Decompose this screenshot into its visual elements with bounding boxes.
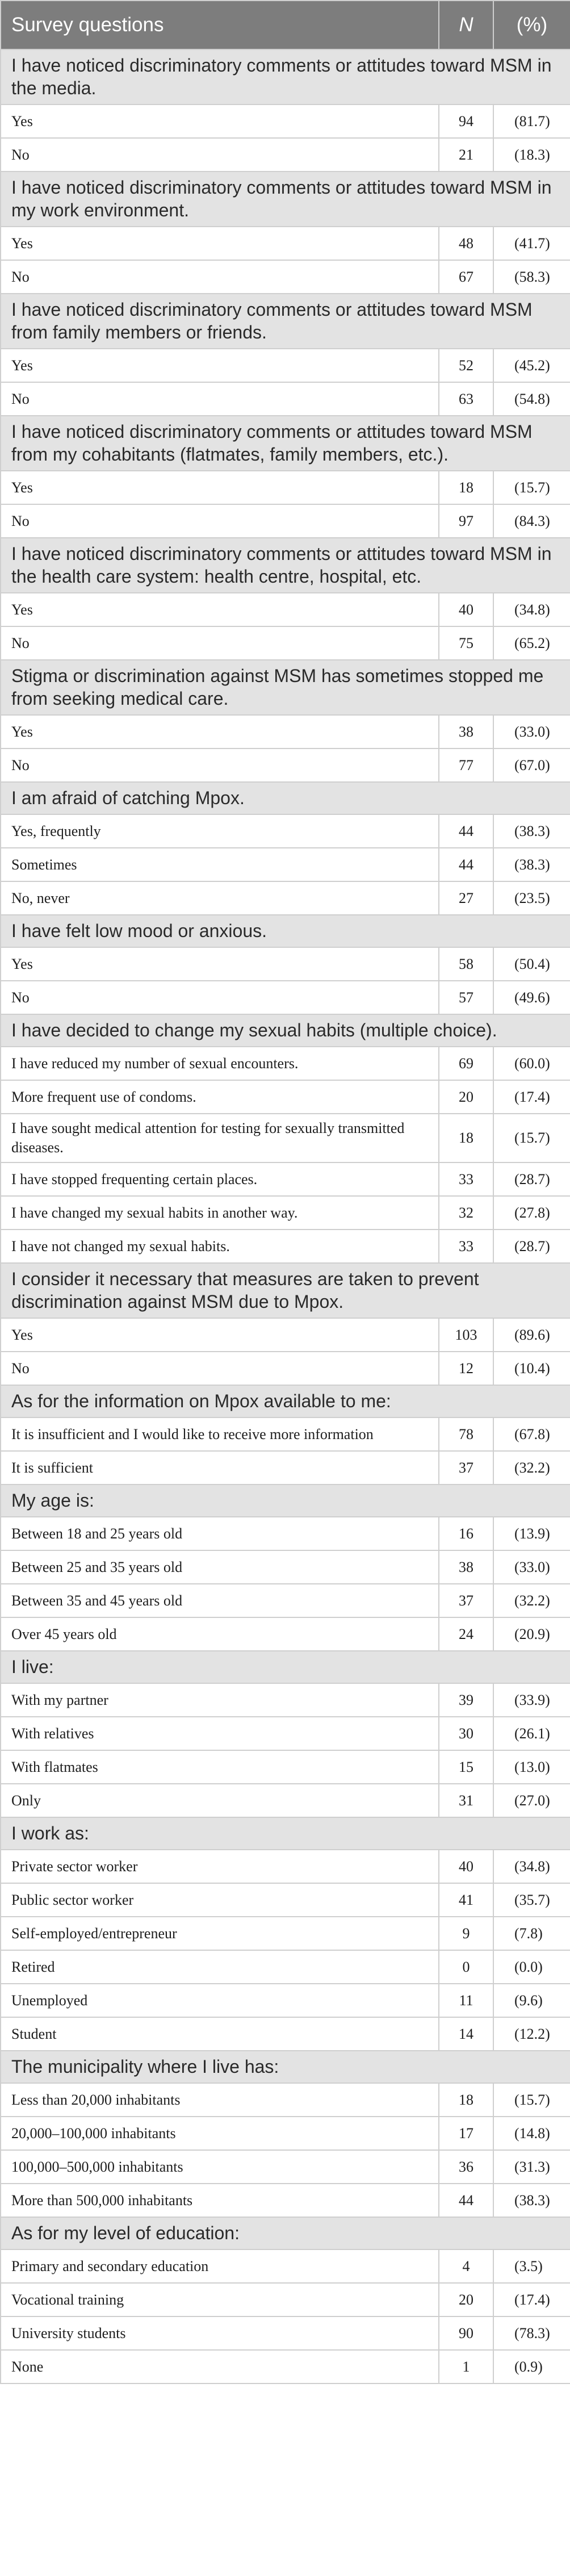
answer-label: Private sector worker — [1, 1850, 439, 1883]
answer-row — [1, 1047, 570, 1080]
answer-percent: (15.7) — [493, 471, 570, 504]
answer-count: 24 — [439, 1617, 493, 1651]
answer-label: Between 25 and 35 years old — [1, 1550, 439, 1584]
question-row — [1, 49, 570, 104]
answer-row — [1, 1318, 570, 1352]
question-text: I have noticed discriminatory comments or attitudes toward MSM in the media. — [1, 49, 570, 104]
answer-row — [1, 2249, 570, 2283]
answer-row — [1, 626, 570, 660]
answer-percent: (17.4) — [493, 1080, 570, 1114]
answer-row — [1, 1850, 570, 1883]
answer-percent: (15.7) — [493, 1114, 570, 1162]
answer-label: Yes — [1, 947, 439, 981]
answer-count: 16 — [439, 1517, 493, 1550]
answer-row — [1, 1950, 570, 1984]
answer-count: 18 — [439, 471, 493, 504]
answer-label: I have stopped frequenting certain places. — [1, 1162, 439, 1196]
answer-row — [1, 1883, 570, 1917]
answer-label: No, never — [1, 881, 439, 915]
question-row — [1, 538, 570, 593]
question-row — [1, 1817, 570, 1850]
answer-percent: (81.7) — [493, 104, 570, 138]
answer-count: 37 — [439, 1451, 493, 1484]
question-row — [1, 1263, 570, 1318]
answer-label: Only — [1, 1784, 439, 1817]
answer-label: Yes — [1, 1318, 439, 1352]
answer-label: Yes — [1, 471, 439, 504]
question-text: My age is: — [1, 1484, 570, 1517]
answer-count: 1 — [439, 2350, 493, 2383]
answer-count: 27 — [439, 881, 493, 915]
question-text: Stigma or discrimination against MSM has sometimes stopped me from seeking medical care. — [1, 660, 570, 715]
header-n: N — [439, 1, 493, 49]
answer-label: It is sufficient — [1, 1451, 439, 1484]
answer-row — [1, 715, 570, 748]
answer-percent: (50.4) — [493, 947, 570, 981]
answer-row — [1, 2117, 570, 2150]
question-row — [1, 915, 570, 947]
answer-label: Yes — [1, 593, 439, 626]
answer-count: 69 — [439, 1047, 493, 1080]
question-text: I have felt low mood or anxious. — [1, 915, 570, 947]
question-row — [1, 172, 570, 227]
answer-count: 57 — [439, 981, 493, 1014]
question-text: The municipality where I live has: — [1, 2051, 570, 2083]
answer-row — [1, 1917, 570, 1950]
answer-percent: (13.9) — [493, 1517, 570, 1550]
answer-count: 67 — [439, 260, 493, 294]
answer-row — [1, 138, 570, 172]
answer-percent: (67.8) — [493, 1417, 570, 1451]
answer-percent: (34.8) — [493, 1850, 570, 1883]
answer-label: Yes — [1, 104, 439, 138]
answer-count: 18 — [439, 1114, 493, 1162]
answer-count: 40 — [439, 593, 493, 626]
answer-row — [1, 2316, 570, 2350]
answer-count: 52 — [439, 349, 493, 382]
answer-count: 44 — [439, 2184, 493, 2217]
answer-row — [1, 1984, 570, 2017]
answer-label: Between 35 and 45 years old — [1, 1584, 439, 1617]
answer-label: I have reduced my number of sexual encounters. — [1, 1047, 439, 1080]
answer-label: 100,000–500,000 inhabitants — [1, 2150, 439, 2184]
answer-row — [1, 881, 570, 915]
answer-percent: (12.2) — [493, 2017, 570, 2051]
answer-row — [1, 349, 570, 382]
answer-label: Public sector worker — [1, 1883, 439, 1917]
answer-count: 63 — [439, 382, 493, 416]
answer-row — [1, 260, 570, 294]
answer-count: 90 — [439, 2316, 493, 2350]
answer-percent: (28.7) — [493, 1230, 570, 1263]
question-text: I have noticed discriminatory comments or attitudes toward MSM from my cohabitants (flatmates, family members, etc.). — [1, 416, 570, 471]
answer-label: No — [1, 260, 439, 294]
answer-row — [1, 981, 570, 1014]
answer-label: 20,000–100,000 inhabitants — [1, 2117, 439, 2150]
answer-label: Yes — [1, 715, 439, 748]
answer-row — [1, 1080, 570, 1114]
answer-count: 4 — [439, 2249, 493, 2283]
answer-label: It is insufficient and I would like to receive more information — [1, 1417, 439, 1451]
answer-count: 17 — [439, 2117, 493, 2150]
answer-percent: (27.0) — [493, 1784, 570, 1817]
answer-percent: (84.3) — [493, 504, 570, 538]
answer-row — [1, 1617, 570, 1651]
answer-count: 58 — [439, 947, 493, 981]
answer-row — [1, 1683, 570, 1717]
answer-percent: (27.8) — [493, 1196, 570, 1230]
question-row — [1, 2217, 570, 2249]
answer-row — [1, 1750, 570, 1784]
question-text: I have decided to change my sexual habits (multiple choice). — [1, 1014, 570, 1047]
answer-row — [1, 2184, 570, 2217]
answer-label: Yes — [1, 349, 439, 382]
answer-row — [1, 1417, 570, 1451]
answer-percent: (32.2) — [493, 1584, 570, 1617]
question-text: I have noticed discriminatory comments or attitudes toward MSM from family members or friends. — [1, 294, 570, 349]
answer-row — [1, 2350, 570, 2383]
answer-row — [1, 1717, 570, 1750]
answer-label: Primary and secondary education — [1, 2249, 439, 2283]
answer-row — [1, 1451, 570, 1484]
answer-percent: (20.9) — [493, 1617, 570, 1651]
question-row — [1, 2051, 570, 2083]
answer-percent: (33.0) — [493, 1550, 570, 1584]
answer-count: 15 — [439, 1750, 493, 1784]
answer-percent: (15.7) — [493, 2083, 570, 2117]
question-text: I have noticed discriminatory comments or attitudes toward MSM in my work environment. — [1, 172, 570, 227]
answer-percent: (33.9) — [493, 1683, 570, 1717]
answer-count: 44 — [439, 848, 493, 881]
answer-percent: (14.8) — [493, 2117, 570, 2150]
answer-count: 48 — [439, 227, 493, 260]
answer-count: 31 — [439, 1784, 493, 1817]
answer-count: 33 — [439, 1162, 493, 1196]
answer-label: I have changed my sexual habits in another way. — [1, 1196, 439, 1230]
answer-label: More than 500,000 inhabitants — [1, 2184, 439, 2217]
answer-percent: (67.0) — [493, 748, 570, 782]
answer-count: 40 — [439, 1850, 493, 1883]
answer-row — [1, 593, 570, 626]
answer-percent: (31.3) — [493, 2150, 570, 2184]
answer-percent: (13.0) — [493, 1750, 570, 1784]
answer-label: Sometimes — [1, 848, 439, 881]
answer-count: 21 — [439, 138, 493, 172]
answer-count: 44 — [439, 814, 493, 848]
answer-label: Between 18 and 25 years old — [1, 1517, 439, 1550]
answer-percent: (28.7) — [493, 1162, 570, 1196]
answer-percent: (9.6) — [493, 1984, 570, 2017]
answer-percent: (3.5) — [493, 2249, 570, 2283]
answer-percent: (38.3) — [493, 814, 570, 848]
answer-row — [1, 2150, 570, 2184]
answer-label: Vocational training — [1, 2283, 439, 2316]
question-row — [1, 294, 570, 349]
answer-count: 38 — [439, 715, 493, 748]
answer-row — [1, 1196, 570, 1230]
question-text: I am afraid of catching Mpox. — [1, 782, 570, 814]
answer-label: With flatmates — [1, 1750, 439, 1784]
answer-percent: (45.2) — [493, 349, 570, 382]
answer-label: Less than 20,000 inhabitants — [1, 2083, 439, 2117]
answer-percent: (23.5) — [493, 881, 570, 915]
answer-count: 94 — [439, 104, 493, 138]
question-row — [1, 416, 570, 471]
answer-count: 20 — [439, 2283, 493, 2316]
question-text: I live: — [1, 1651, 570, 1683]
answer-label: Over 45 years old — [1, 1617, 439, 1651]
answer-percent: (33.0) — [493, 715, 570, 748]
answer-label: No — [1, 1352, 439, 1385]
answer-label: Self-employed/entrepreneur — [1, 1917, 439, 1950]
answer-label: No — [1, 138, 439, 172]
answer-percent: (89.6) — [493, 1318, 570, 1352]
answer-row — [1, 2083, 570, 2117]
answer-count: 0 — [439, 1950, 493, 1984]
answer-row — [1, 814, 570, 848]
answer-percent: (54.8) — [493, 382, 570, 416]
answer-percent: (17.4) — [493, 2283, 570, 2316]
answer-label: No — [1, 748, 439, 782]
answer-row — [1, 227, 570, 260]
answer-label: Student — [1, 2017, 439, 2051]
answer-count: 103 — [439, 1318, 493, 1352]
question-text: As for the information on Mpox available to me: — [1, 1385, 570, 1417]
answer-row — [1, 104, 570, 138]
answer-label: Yes, frequently — [1, 814, 439, 848]
answer-label: None — [1, 2350, 439, 2383]
question-row — [1, 1014, 570, 1047]
answer-count: 18 — [439, 2083, 493, 2117]
answer-label: No — [1, 382, 439, 416]
answer-percent: (41.7) — [493, 227, 570, 260]
answer-label: University students — [1, 2316, 439, 2350]
answer-percent: (78.3) — [493, 2316, 570, 2350]
answer-percent: (38.3) — [493, 848, 570, 881]
survey-body — [1, 49, 570, 2383]
answer-count: 75 — [439, 626, 493, 660]
answer-row — [1, 1114, 570, 1162]
answer-row — [1, 1784, 570, 1817]
answer-count: 39 — [439, 1683, 493, 1717]
question-text: I have noticed discriminatory comments or attitudes toward MSM in the health care system: health centre, hospital, etc. — [1, 538, 570, 593]
answer-row — [1, 2017, 570, 2051]
answer-count: 41 — [439, 1883, 493, 1917]
answer-row — [1, 1230, 570, 1263]
answer-label: More frequent use of condoms. — [1, 1080, 439, 1114]
answer-row — [1, 1550, 570, 1584]
answer-label: No — [1, 504, 439, 538]
answer-count: 77 — [439, 748, 493, 782]
question-text: As for my level of education: — [1, 2217, 570, 2249]
answer-label: I have not changed my sexual habits. — [1, 1230, 439, 1263]
answer-row — [1, 748, 570, 782]
answer-percent: (0.9) — [493, 2350, 570, 2383]
answer-count: 20 — [439, 1080, 493, 1114]
answer-percent: (38.3) — [493, 2184, 570, 2217]
answer-row — [1, 1162, 570, 1196]
answer-row — [1, 471, 570, 504]
answer-count: 33 — [439, 1230, 493, 1263]
answer-percent: (65.2) — [493, 626, 570, 660]
answer-row — [1, 504, 570, 538]
answer-count: 14 — [439, 2017, 493, 2051]
answer-label: Unemployed — [1, 1984, 439, 2017]
question-row — [1, 782, 570, 814]
question-row — [1, 1385, 570, 1417]
answer-percent: (60.0) — [493, 1047, 570, 1080]
answer-percent: (18.3) — [493, 138, 570, 172]
answer-percent: (7.8) — [493, 1917, 570, 1950]
answer-count: 12 — [439, 1352, 493, 1385]
answer-percent: (10.4) — [493, 1352, 570, 1385]
answer-count: 32 — [439, 1196, 493, 1230]
answer-percent: (34.8) — [493, 593, 570, 626]
answer-percent: (35.7) — [493, 1883, 570, 1917]
answer-count: 78 — [439, 1417, 493, 1451]
question-text: I consider it necessary that measures are taken to prevent discrimination against MSM due to Mpox. — [1, 1263, 570, 1318]
answer-label: Yes — [1, 227, 439, 260]
header-question: Survey questions — [1, 1, 439, 49]
answer-percent: (49.6) — [493, 981, 570, 1014]
header-row — [1, 1, 570, 49]
answer-row — [1, 848, 570, 881]
answer-row — [1, 2283, 570, 2316]
answer-count: 9 — [439, 1917, 493, 1950]
answer-percent: (58.3) — [493, 260, 570, 294]
answer-row — [1, 1352, 570, 1385]
answer-label: I have sought medical attention for testing for sexually transmitted diseases. — [1, 1114, 439, 1162]
answer-count: 97 — [439, 504, 493, 538]
answer-row — [1, 382, 570, 416]
answer-count: 30 — [439, 1717, 493, 1750]
answer-label: With relatives — [1, 1717, 439, 1750]
answer-percent: (32.2) — [493, 1451, 570, 1484]
answer-count: 37 — [439, 1584, 493, 1617]
question-row — [1, 660, 570, 715]
question-row — [1, 1651, 570, 1683]
answer-row — [1, 1517, 570, 1550]
answer-percent: (0.0) — [493, 1950, 570, 1984]
answer-percent: (26.1) — [493, 1717, 570, 1750]
answer-label: No — [1, 626, 439, 660]
answer-count: 36 — [439, 2150, 493, 2184]
question-text: I work as: — [1, 1817, 570, 1850]
answer-label: No — [1, 981, 439, 1014]
question-row — [1, 1484, 570, 1517]
answer-label: With my partner — [1, 1683, 439, 1717]
answer-row — [1, 947, 570, 981]
answer-row — [1, 1584, 570, 1617]
answer-count: 38 — [439, 1550, 493, 1584]
header-pct: (%) — [493, 1, 570, 49]
answer-label: Retired — [1, 1950, 439, 1984]
answer-count: 11 — [439, 1984, 493, 2017]
